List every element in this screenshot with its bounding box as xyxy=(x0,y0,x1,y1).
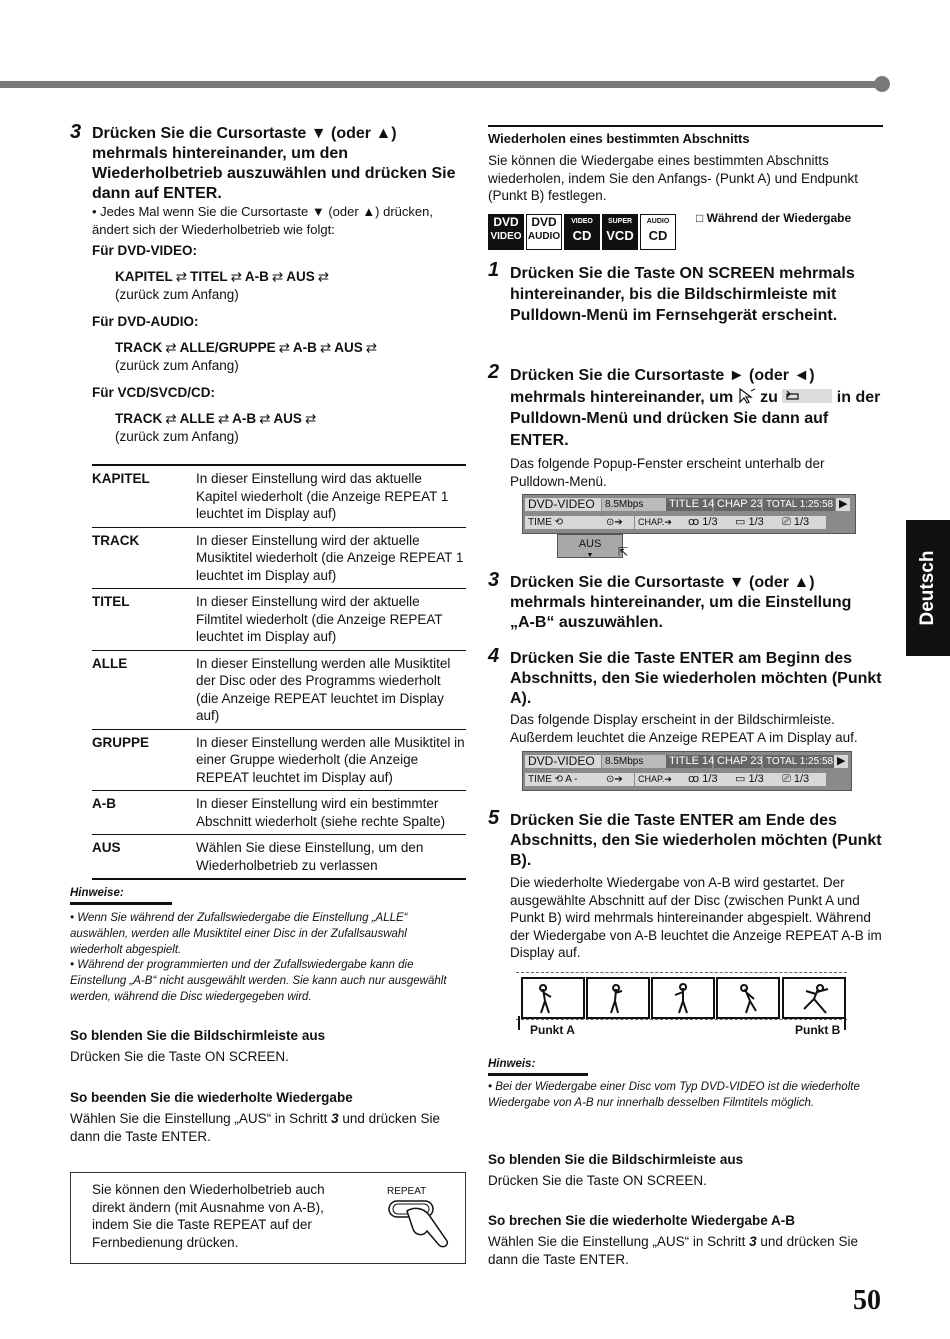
point-b-label: Punkt B xyxy=(795,1023,841,1037)
table-row: AUS Wählen Sie diese Einstellung, um den Wiederholbetrieb zu verlassen xyxy=(92,835,466,880)
language-tab-label: Deutsch xyxy=(917,550,938,626)
table-row: GRUPPE In dieser Einstellung werden alle Musiktitel in einer Gruppe wiederholt (die Anzeige REPEAT leuchtet im Display auf) xyxy=(92,729,466,791)
time-search-icon: ⊙➔ xyxy=(603,773,634,786)
table-row: A-B In dieser Einstellung wird ein bestimmter Abschnitt wiederholt (siehe rechte Spalte) xyxy=(92,791,466,835)
angle-button: ⎚ 1/3 xyxy=(779,516,826,529)
dvdaudio-label: Für DVD-AUDIO: xyxy=(92,314,199,329)
table-row: TRACK In dieser Einstellung wird der aktuelle Musiktitel wiederholt (die Anzeige REPEAT 1 leuchtet im Display auf) xyxy=(92,527,466,589)
film-frame xyxy=(586,977,650,1019)
time-search-icon: ⊙➔ xyxy=(603,516,634,529)
step-text: Das folgende Display erscheint in der Bildschirmleiste. Außerdem leuchtet die Anzeige REPEAT A im Display auf. xyxy=(510,712,858,745)
step-number: 2 xyxy=(488,361,500,383)
film-frame xyxy=(716,977,780,1019)
disc-logos xyxy=(488,214,678,250)
onscreen-bar xyxy=(522,751,852,791)
angle-button: ⎚ 1/3 xyxy=(779,773,826,786)
film-frame xyxy=(651,977,715,1019)
hide-text: Drücken Sie die Taste ON SCREEN. xyxy=(70,1049,289,1064)
step-number: 5 xyxy=(488,807,500,829)
hide-title: So blenden Sie die Bildschirmleiste aus xyxy=(488,1152,744,1167)
disc-type: DVD-VIDEO xyxy=(525,498,601,511)
hide-title: So blenden Sie die Bildschirmleiste aus xyxy=(70,1028,326,1043)
chapter-number: CHAP 23 xyxy=(714,498,761,511)
disc-type: DVD-VIDEO xyxy=(525,755,601,768)
bitrate: 8.5Mbps xyxy=(602,498,668,511)
vcd-sequence: TRACK ⇄ ALLE ⇄ A-B ⇄ AUS ⇄ xyxy=(115,411,317,426)
header-rule xyxy=(0,81,878,88)
language-tab xyxy=(906,520,950,656)
section-intro: Sie können die Wiedergabe eines bestimmten Abschnitts wiederholen, indem Sie den Anfangs- (Punkt A) und Endpunkt (Punkt B) festlegen. xyxy=(488,153,858,203)
audio-button: ꝏ 1/3 xyxy=(685,516,732,529)
step-number: 3 xyxy=(488,569,500,591)
step-number: 4 xyxy=(488,645,500,667)
step-text: Die wiederholte Wiedergabe von A-B wird gestartet. Der ausgewählte Abschnitt auf der Disc (zwischen Punkt A und Punkt B) wird mehrmals hintereinander abgespielt. Während der Wiedergabe von A-B leuchtet die Anzeige REPEAT A-B im Display auf. xyxy=(510,875,882,960)
hide-text: Drücken Sie die Taste ON SCREEN. xyxy=(488,1173,707,1188)
note-rule xyxy=(488,1073,588,1076)
back-to-start: (zurück zum Anfang) xyxy=(115,429,239,444)
next-arrow-icon: ▶ xyxy=(836,498,850,511)
audio-button: ꝏ 1/3 xyxy=(685,773,732,786)
bitrate: 8.5Mbps xyxy=(602,755,668,768)
tip-text: Sie können den Wiederholbetrieb auch direkt ändern (mit Ausnahme von A-B), indem Sie die Taste REPEAT auf der Fernbedienung drücken. xyxy=(92,1182,325,1250)
dvd-video-logo: DVD VIDEO xyxy=(488,214,524,250)
repeat-icon xyxy=(782,389,832,403)
total-time: TOTAL 1:25:58 xyxy=(763,498,835,511)
next-arrow-icon: ▶ xyxy=(834,755,848,768)
section-rule xyxy=(488,125,883,127)
dvdvideo-label: Für DVD-VIDEO: xyxy=(92,243,198,258)
page-number: 50 xyxy=(853,1285,881,1316)
step-heading: Drücken Sie die Cursortaste ► (oder ◄) mehrmals hintereinander, um zu in der Pulldown-Menü und drücken Sie dann auf ENTER. xyxy=(510,367,881,449)
film-frame xyxy=(782,977,846,1019)
step-bullet: • Jedes Mal wenn Sie die Cursortaste ▼ (oder ▲) drücken, ändert sich der Wiederholbetrieb wie folgt: xyxy=(92,204,433,237)
step-heading: Drücken Sie die Cursortaste ▼ (oder ▲) mehrmals hintereinander, um den Wiederholbetrieb auszuwählen und drücken Sie dann auf ENTER. xyxy=(92,125,456,202)
back-to-start: (zurück zum Anfang) xyxy=(115,287,239,302)
note-item: • Wenn Sie während der Zufallswiedergabe die Einstellung „ALLE“ auswählen, werden alle Musiktitel einer Disc in der Zufallsauswahl wiederholt abgespielt. xyxy=(70,912,408,956)
onscreen-bar xyxy=(522,494,856,534)
step-number: 1 xyxy=(488,259,500,281)
dvdaudio-sequence: TRACK ⇄ ALLE/GRUPPE ⇄ A-B ⇄ AUS ⇄ xyxy=(115,340,378,355)
step-heading: Drücken Sie die Cursortaste ▼ (oder ▲) mehrmals hintereinander, um die Einstellung „A-B“ auszuwählen. xyxy=(510,574,852,631)
point-a-label: Punkt A xyxy=(530,1023,575,1037)
end-text: Wählen Sie die Einstellung „AUS“ in Schritt 3 und drücken Sie dann die Taste ENTER. xyxy=(70,1111,440,1144)
table-row: TITEL In dieser Einstellung wird der aktuelle Filmtitel wiederholt (die Anzeige REPEAT leuchtet im Display auf) xyxy=(92,589,466,651)
subtitle-button: ▭ 1/3 xyxy=(732,516,779,529)
audio-cd-logo: AUDIO CD xyxy=(640,214,676,250)
step-number: 3 xyxy=(70,121,82,143)
during-playback-label: □ Während der Wiedergabe xyxy=(696,211,852,225)
cursor-icon xyxy=(738,388,756,404)
point-b-marker xyxy=(844,1016,846,1030)
tip-box xyxy=(70,1172,466,1264)
note-item: • Während der programmierten und der Zufallswiedergabe kann die Einstellung „A-B“ nicht ausgewählt werden. Sie kann auch nur ausgewählt werden, während die Disc wiedergegeben wird. xyxy=(70,959,447,1003)
video-cd-logo: VIDEO CD xyxy=(564,214,600,250)
cancel-title: So brechen Sie die wiederholte Wiedergabe A-B xyxy=(488,1213,795,1228)
step-heading: Drücken Sie die Taste ENTER am Ende des Abschnitts, den Sie wiederholen möchten (Punkt B). xyxy=(510,812,882,869)
header-rule-dot xyxy=(874,76,890,92)
point-a-marker xyxy=(518,1016,520,1030)
total-time: TOTAL 1:25:58 xyxy=(763,755,835,768)
repeat-button-label: REPEAT xyxy=(387,1186,427,1197)
super-vcd-logo: SUPER VCD xyxy=(602,214,638,250)
mode-table xyxy=(92,464,466,880)
film-frame xyxy=(521,977,585,1019)
film-strip-illustration xyxy=(516,972,847,1022)
cancel-text: Wählen Sie die Einstellung „AUS“ in Schritt 3 und drücken Sie dann die Taste ENTER. xyxy=(488,1234,858,1267)
table-row: KAPITEL In dieser Einstellung wird das aktuelle Kapitel wiederholt (die Anzeige REPEAT 1 leuchtet im Display auf) xyxy=(92,465,466,527)
notes-rule xyxy=(70,902,172,905)
vcd-label: Für VCD/SVCD/CD: xyxy=(92,385,216,400)
note-title: Hinweis: xyxy=(488,1058,536,1070)
step-text: Das folgende Popup-Fenster erscheint unterhalb der Pulldown-Menü. xyxy=(510,456,825,489)
cursor-icon: ⇱ xyxy=(618,545,629,559)
time-button: TIME ⟲ xyxy=(525,516,603,529)
section-title: Wiederholen eines bestimmten Abschnitts xyxy=(488,131,750,146)
time-button: TIME ⟲ A - xyxy=(525,773,603,786)
table-row: ALLE In dieser Einstellung werden alle Musiktitel der Disc oder des Programms wiederholt (die Anzeige REPEAT leuchtet im Display auf) xyxy=(92,650,466,729)
dvd-audio-logo: DVD AUDIO xyxy=(526,214,562,250)
chapter-number: CHAP 23 xyxy=(714,755,761,768)
subtitle-button: ▭ 1/3 xyxy=(732,773,779,786)
end-title: So beenden Sie die wiederholte Wiedergabe xyxy=(70,1090,353,1105)
step-heading: Drücken Sie die Taste ENTER am Beginn des Abschnitts, den Sie wiederholen möchten (Punkt A). xyxy=(510,650,882,707)
title-number: TITLE 14 xyxy=(666,755,712,768)
dvdvideo-sequence: KAPITEL ⇄ TITEL ⇄ A-B ⇄ AUS ⇄ xyxy=(115,269,330,284)
note-item: • Bei der Wiedergabe einer Disc vom Typ DVD-VIDEO ist die wiederholte Wiedergabe von A-B nur innerhalb desselben Filmtitels möglich. xyxy=(488,1081,860,1109)
step-heading: Drücken Sie die Taste ON SCREEN mehrmals hintereinander, bis die Bildschirmleiste mit Pulldown-Menü im Fernsehgerät erscheint. xyxy=(510,265,855,324)
chapter-button: CHAP.➔ xyxy=(635,773,685,786)
back-to-start: (zurück zum Anfang) xyxy=(115,358,239,373)
repeat-popup: AUS ▼ xyxy=(557,534,623,558)
chapter-button: CHAP.➔ xyxy=(635,516,685,529)
title-number: TITLE 14 xyxy=(666,498,712,511)
notes-title: Hinweise: xyxy=(70,887,124,899)
remote-button-icon xyxy=(383,1197,463,1257)
